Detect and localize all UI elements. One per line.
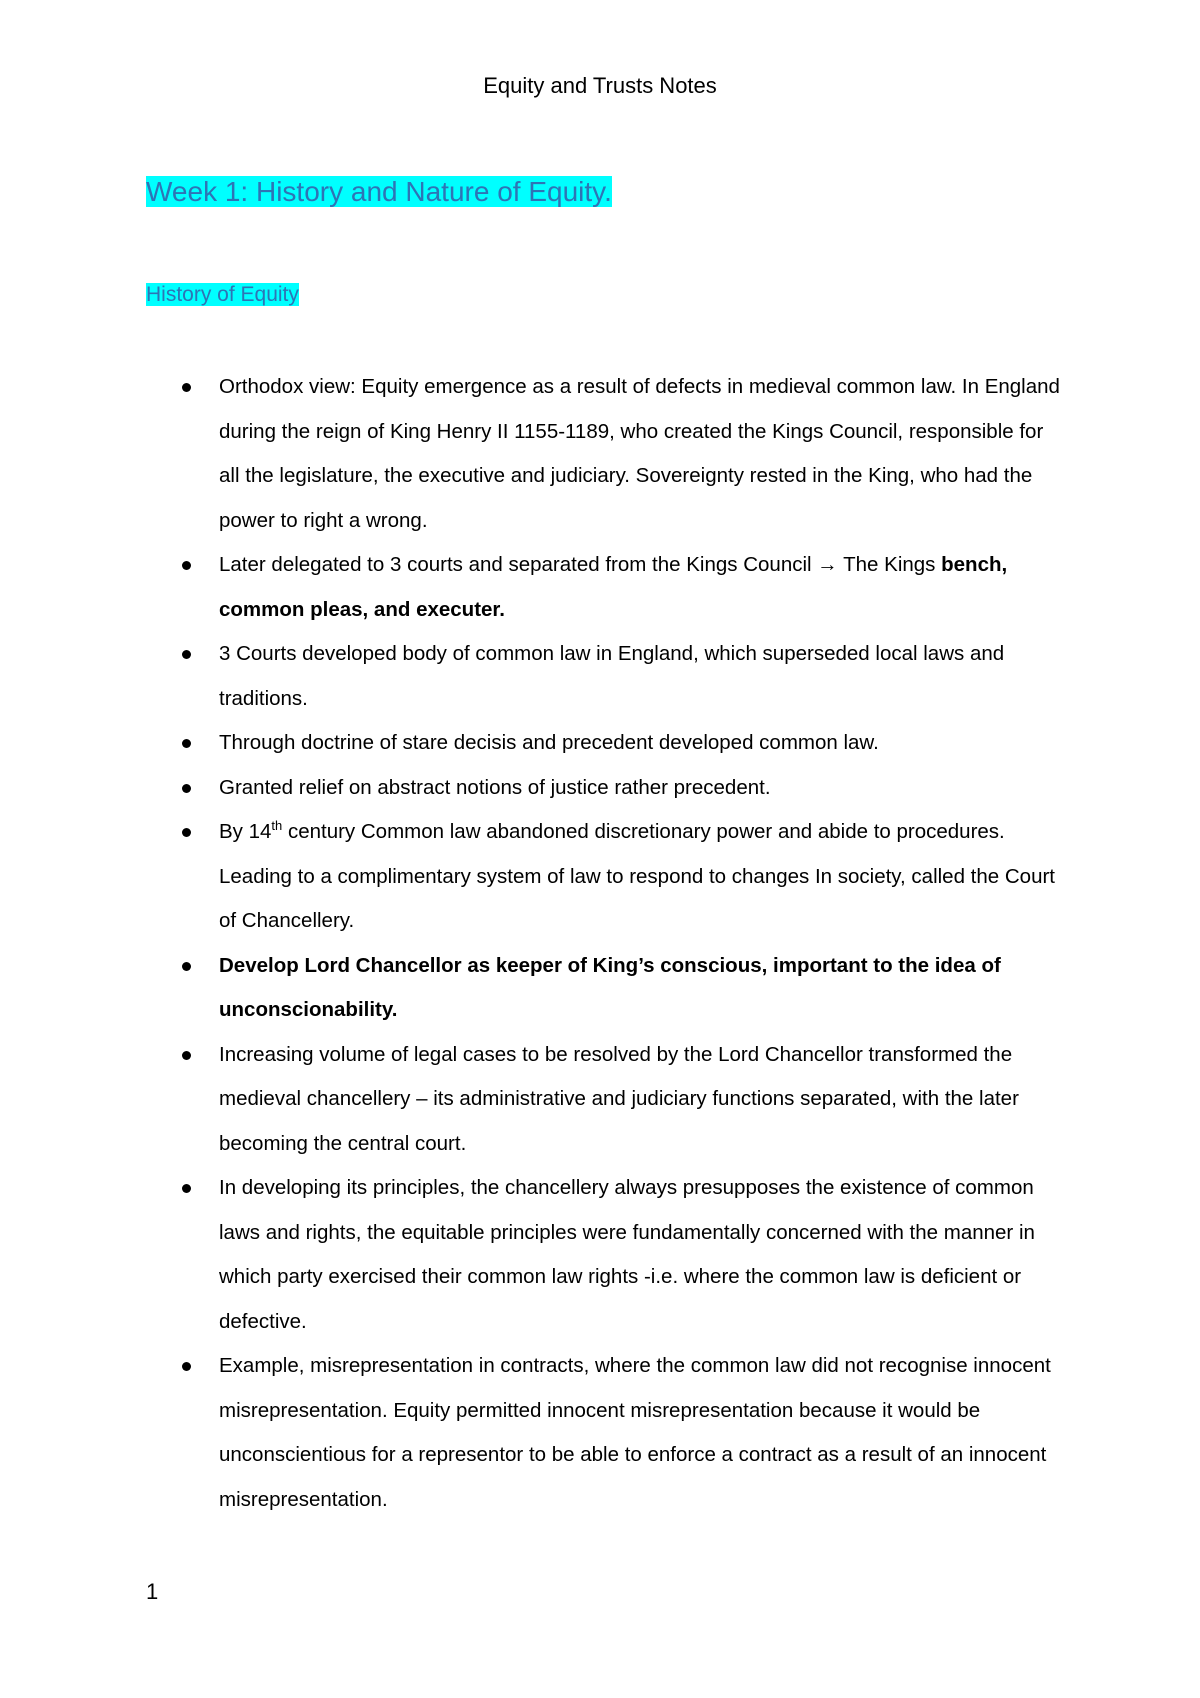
list-item	[146, 1166, 1066, 1344]
list-item-text: century Common law abandoned discretionary power and abide to procedures. Leading to a complimentary system of law to respond to changes In society, called the Court of Chancellery.	[219, 820, 1056, 932]
week-heading	[146, 174, 612, 210]
bullet-icon	[182, 1362, 191, 1371]
arrow-right-icon: →	[817, 553, 838, 576]
list-item	[146, 632, 1066, 721]
list-item-text: The Kings	[837, 553, 942, 576]
section-heading-text: History of Equity	[146, 283, 299, 306]
bullet-icon	[182, 383, 191, 392]
list-item-text: In developing its principles, the chancellery always presupposes the existence of common laws and rights, the equitable principles were fundamentally concerned with the manner in which party exercised their common law rights -i.e. where the common law is deficient or defective.	[219, 1176, 1035, 1333]
bullet-icon	[182, 784, 191, 793]
list-item-text: Increasing volume of legal cases to be resolved by the Lord Chancellor transformed the medieval chancellery – its administrative and judiciary functions separated, with the later becoming the central court.	[219, 1042, 1019, 1155]
bullet-icon	[182, 739, 191, 748]
week-heading-text: Week 1: History and Nature of Equity.	[146, 176, 612, 207]
list-item-bold-text: Develop Lord Chancellor as keeper of King’s conscious, important to the idea of unconscionability.	[219, 953, 1001, 1021]
list-item	[146, 543, 1066, 632]
bullet-icon	[182, 561, 191, 570]
bullet-icon	[182, 962, 191, 971]
list-item	[146, 810, 1066, 944]
list-item-text: Example, misrepresentation in contracts, where the common law did not recognise innocent misrepresentation. Equity permitted innocent misrepresentation because it would be unconscientious for a representor to be able to enforce a contract as a result of an innocent misrepresentation.	[219, 1354, 1051, 1511]
list-item-text: Orthodox view: Equity emergence as a result of defects in medieval common law. In England during the reign of King Henry II 1155-1189, who created the Kings Council, responsible for all the legislature, the executive and judiciary. Sovereignty rested in the King, who had the power to right a wrong.	[219, 375, 1060, 532]
running-header: Equity and Trusts Notes	[483, 73, 717, 98]
superscript: th	[271, 818, 283, 834]
list-item-bold-text: bench, common pleas, and executer.	[219, 553, 1008, 621]
list-item	[146, 1033, 1066, 1167]
list-item	[146, 944, 1066, 1033]
list-item-text: 3 Courts developed body of common law in England, which superseded local laws and traditions.	[219, 642, 1005, 710]
page-number: 1	[146, 1579, 159, 1604]
list-item	[146, 1344, 1066, 1522]
list-item-text: Later delegated to 3 courts and separated from the Kings Council	[219, 553, 818, 576]
list-item	[146, 721, 1066, 766]
bullet-icon	[182, 828, 191, 837]
list-item	[146, 365, 1066, 543]
list-item-text: By 14	[219, 820, 272, 843]
bullet-icon	[182, 1051, 191, 1060]
list-item-text: Through doctrine of stare decisis and precedent developed common law.	[219, 731, 879, 754]
bullet-icon	[182, 650, 191, 659]
bullet-list	[146, 365, 1066, 1522]
section-heading	[146, 281, 299, 309]
list-item-text: Granted relief on abstract notions of justice rather precedent.	[219, 775, 771, 799]
list-item	[146, 766, 1066, 811]
bullet-icon	[182, 1184, 191, 1193]
